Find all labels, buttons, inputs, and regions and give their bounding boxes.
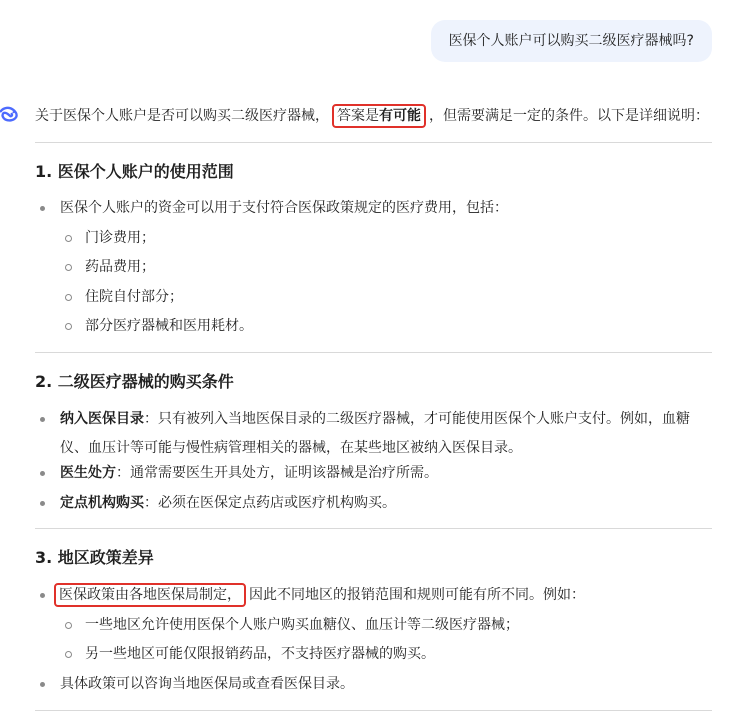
divider [35, 352, 712, 353]
divider [35, 142, 712, 143]
divider [35, 528, 712, 529]
section-2-title: 2. 二级医疗器械的购买条件 [35, 372, 234, 391]
intro-paragraph [35, 105, 735, 127]
sub-list-item: 药品费用； [85, 253, 744, 282]
item-text: ：只有被列入当地医保目录的二级医疗器械，才可能使用医保个人账户支付。例如，血糖 [144, 411, 690, 427]
section-1-title: 1. 医保个人账户的使用范围 [35, 162, 234, 181]
intro-text-after: ，但需要满足一定的条件。以下是详细说明： [429, 108, 709, 124]
answer-highlight [332, 104, 426, 128]
policy-highlight: 医保政策由各地医保局制定， [54, 583, 246, 607]
list-item: 医保个人账户的资金可以用于支付符合医保政策规定的医疗费用，包括： [60, 194, 720, 223]
sub-list-item: 住院自付部分； [85, 283, 744, 312]
section-3-title: 3. 地区政策差异 [35, 548, 154, 567]
sub-list-item: 另一些地区可能仅限报销药品，不支持医疗器械的购买。 [85, 640, 744, 669]
sub-list-item: 一些地区允许使用医保个人账户购买血糖仪、血压计等二级医疗器械； [85, 611, 744, 640]
list-item [60, 489, 720, 518]
divider [35, 710, 712, 711]
list-item: 具体政策可以咨询当地医保局或查看医保目录。 [60, 670, 720, 699]
answer-bold: 有可能 [379, 108, 421, 124]
user-message-text: 医保个人账户可以购买二级医疗器械吗? [448, 33, 694, 49]
list-item [60, 405, 720, 463]
item-text-continued: 仪、血压计等可能与慢性病管理相关的器械，在某些地区被纳入医保目录。 [60, 440, 522, 456]
term-label: 定点机构购买 [60, 495, 144, 511]
deepseek-whale-icon [0, 103, 20, 125]
item-text: ：必须在医保定点药店或医疗机构购买。 [144, 495, 396, 511]
user-message-bubble [431, 20, 712, 62]
list-item [60, 459, 720, 488]
sub-list-item: 部分医疗器械和医用耗材。 [85, 312, 744, 341]
term-label: 医生处方 [60, 465, 116, 481]
item-text: ：通常需要医生开具处方，证明该器械是治疗所需。 [116, 465, 438, 481]
intro-text-before: 关于医保个人账户是否可以购买二级医疗器械， [35, 108, 329, 124]
list-item [60, 581, 720, 610]
item-text: 因此不同地区的报销范围和规则可能有所不同。例如： [249, 587, 585, 603]
sub-list-item: 门诊费用； [85, 224, 744, 253]
term-label: 纳入医保目录 [60, 411, 144, 427]
answer-prefix: 答案是 [337, 108, 379, 124]
